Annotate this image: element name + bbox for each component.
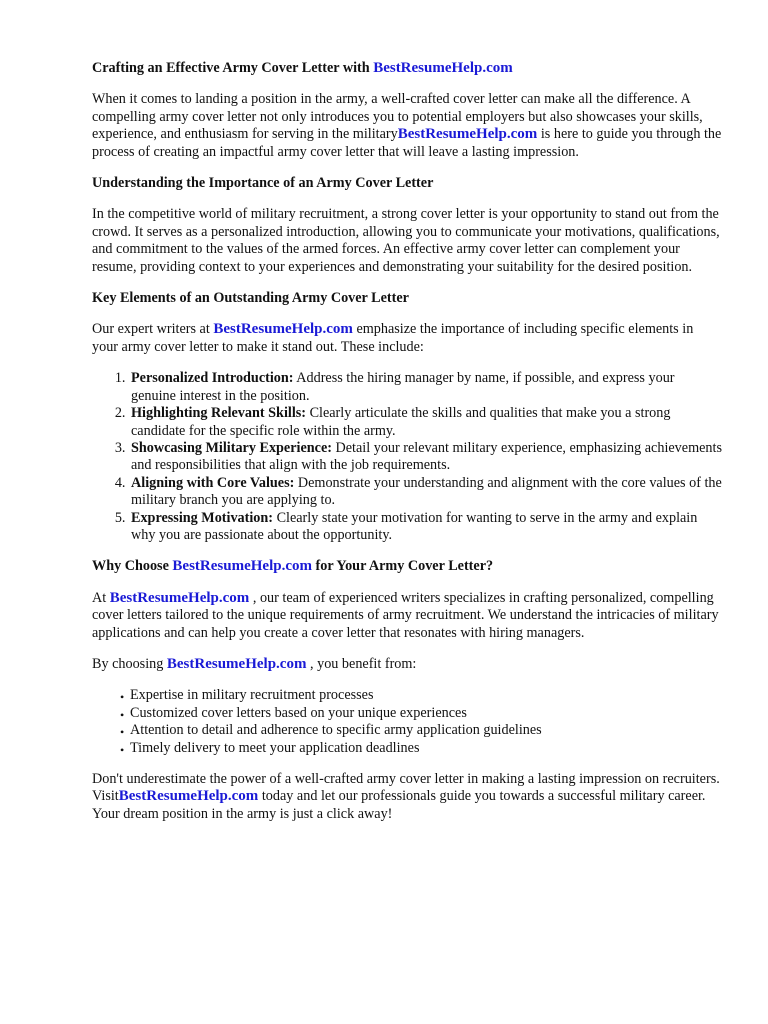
key-elements-list — [92, 370, 722, 544]
document-content — [92, 60, 722, 823]
bullet-icon: • — [120, 690, 125, 705]
benefits-link[interactable]: BestResumeHelp.com — [166, 655, 307, 672]
item-term: Expressing Motivation: — [131, 509, 274, 526]
title-link[interactable]: BestResumeHelp.com — [373, 60, 513, 76]
key-elements-intro — [92, 321, 722, 356]
list-item — [129, 475, 722, 510]
key-elements-link[interactable]: BestResumeHelp.com — [213, 321, 353, 338]
why-choose-link[interactable]: BestResumeHelp.com — [172, 558, 312, 575]
why-choose-p1-before: At — [92, 589, 107, 606]
why-choose-after: for Your Army Cover Letter? — [315, 558, 494, 575]
bullet-text: Timely delivery to meet your application deadlines — [130, 739, 420, 756]
list-item — [129, 405, 722, 440]
list-item — [129, 370, 722, 405]
intro-text-1: When it comes to landing a position in the army, a well-crafted cover letter can make all the difference. A compelling army cover letter not only introduces you to potential employers but also showcases your skills, experience, and enthusiasm for serving in the military — [92, 91, 703, 143]
section-heading-why-choose — [92, 558, 722, 575]
benefits-intro — [92, 656, 722, 673]
key-elements-intro-after: emphasize the importance of including specific elements in your army cover letter to make it stand out. These include: — [92, 321, 694, 355]
intro-link[interactable]: BestResumeHelp.com — [397, 126, 538, 143]
list-item — [122, 740, 722, 757]
list-item — [122, 687, 722, 704]
key-elements-intro-before: Our expert writers at — [92, 321, 210, 338]
document-title — [92, 60, 722, 77]
bullet-icon: • — [120, 725, 125, 740]
closing-after: today and let our professionals guide you towards a successful military career. Your dream position in the army is just a click away! — [92, 788, 706, 822]
title-text: Crafting an Effective Army Cover Letter with — [92, 60, 370, 76]
benefits-intro-after: , you benefit from: — [310, 655, 417, 672]
bullet-icon: • — [120, 707, 125, 722]
importance-paragraph: In the competitive world of military recruitment, a strong cover letter is your opportunity to stand out from the crowd. It serves as a personalized introduction, allowing you to communicate your motivations, qualifications, and commitment to the values of the armed forces. An effective army cover letter can complement your resume, providing context to your experiences and demonstrating your suitability for the desired position. — [92, 206, 720, 275]
closing-paragraph — [92, 771, 722, 823]
list-item — [129, 440, 722, 475]
intro-paragraph — [92, 91, 722, 161]
benefits-list — [92, 687, 722, 757]
bullet-text: Expertise in military recruitment processes — [130, 687, 374, 704]
section-heading-key-elements: Key Elements of an Outstanding Army Cover Letter — [92, 290, 409, 307]
intro-text-2: is here to guide you through the process of creating an impactful army cover letter that will leave a lasting impression. — [92, 126, 722, 160]
bullet-text: Customized cover letters based on your unique experiences — [130, 704, 467, 721]
list-item — [129, 510, 722, 545]
item-term: Aligning with Core Values: — [131, 474, 295, 491]
why-choose-p1-link[interactable]: BestResumeHelp.com — [109, 589, 250, 606]
benefits-intro-before: By choosing — [92, 655, 164, 672]
item-text: Detail your relevant military experience, emphasizing achievements and responsibilities that align with the job requirements. — [131, 439, 722, 474]
section-heading-importance: Understanding the Importance of an Army Cover Letter — [92, 175, 434, 192]
closing-link[interactable]: BestResumeHelp.com — [118, 788, 259, 805]
bullet-icon: • — [120, 742, 125, 757]
why-choose-paragraph — [92, 590, 722, 642]
list-item — [122, 722, 722, 739]
item-term: Personalized Introduction: — [131, 370, 294, 387]
bullet-text: Attention to detail and adherence to specific army application guidelines — [130, 722, 542, 739]
item-text: Demonstrate your understanding and alignment with the core values of the military branch you are applying to. — [131, 474, 722, 509]
item-text: Clearly articulate the skills and qualities that make you a strong candidate for the specific role within the army. — [131, 405, 671, 439]
why-choose-p1-after: , our team of experienced writers specializes in crafting personalized, compelling cover letters tailored to the unique requirements of army recruitment. We understand the intricacies of military applications and can help you create a cover letter that resonates with hiring managers. — [92, 589, 719, 641]
item-term: Showcasing Military Experience: — [131, 439, 332, 456]
item-text: Clearly state your motivation for wanting to serve in the army and explain why you are passionate about the opportunity. — [131, 509, 698, 543]
why-choose-before: Why Choose — [92, 558, 169, 575]
item-text: Address the hiring manager by name, if possible, and express your genuine interest in the position. — [131, 370, 675, 404]
item-term: Highlighting Relevant Skills: — [131, 405, 307, 422]
closing-before: Don't underestimate the power of a well-crafted army cover letter in making a lasting impression on recruiters. Visit — [92, 771, 720, 805]
list-item — [122, 705, 722, 722]
